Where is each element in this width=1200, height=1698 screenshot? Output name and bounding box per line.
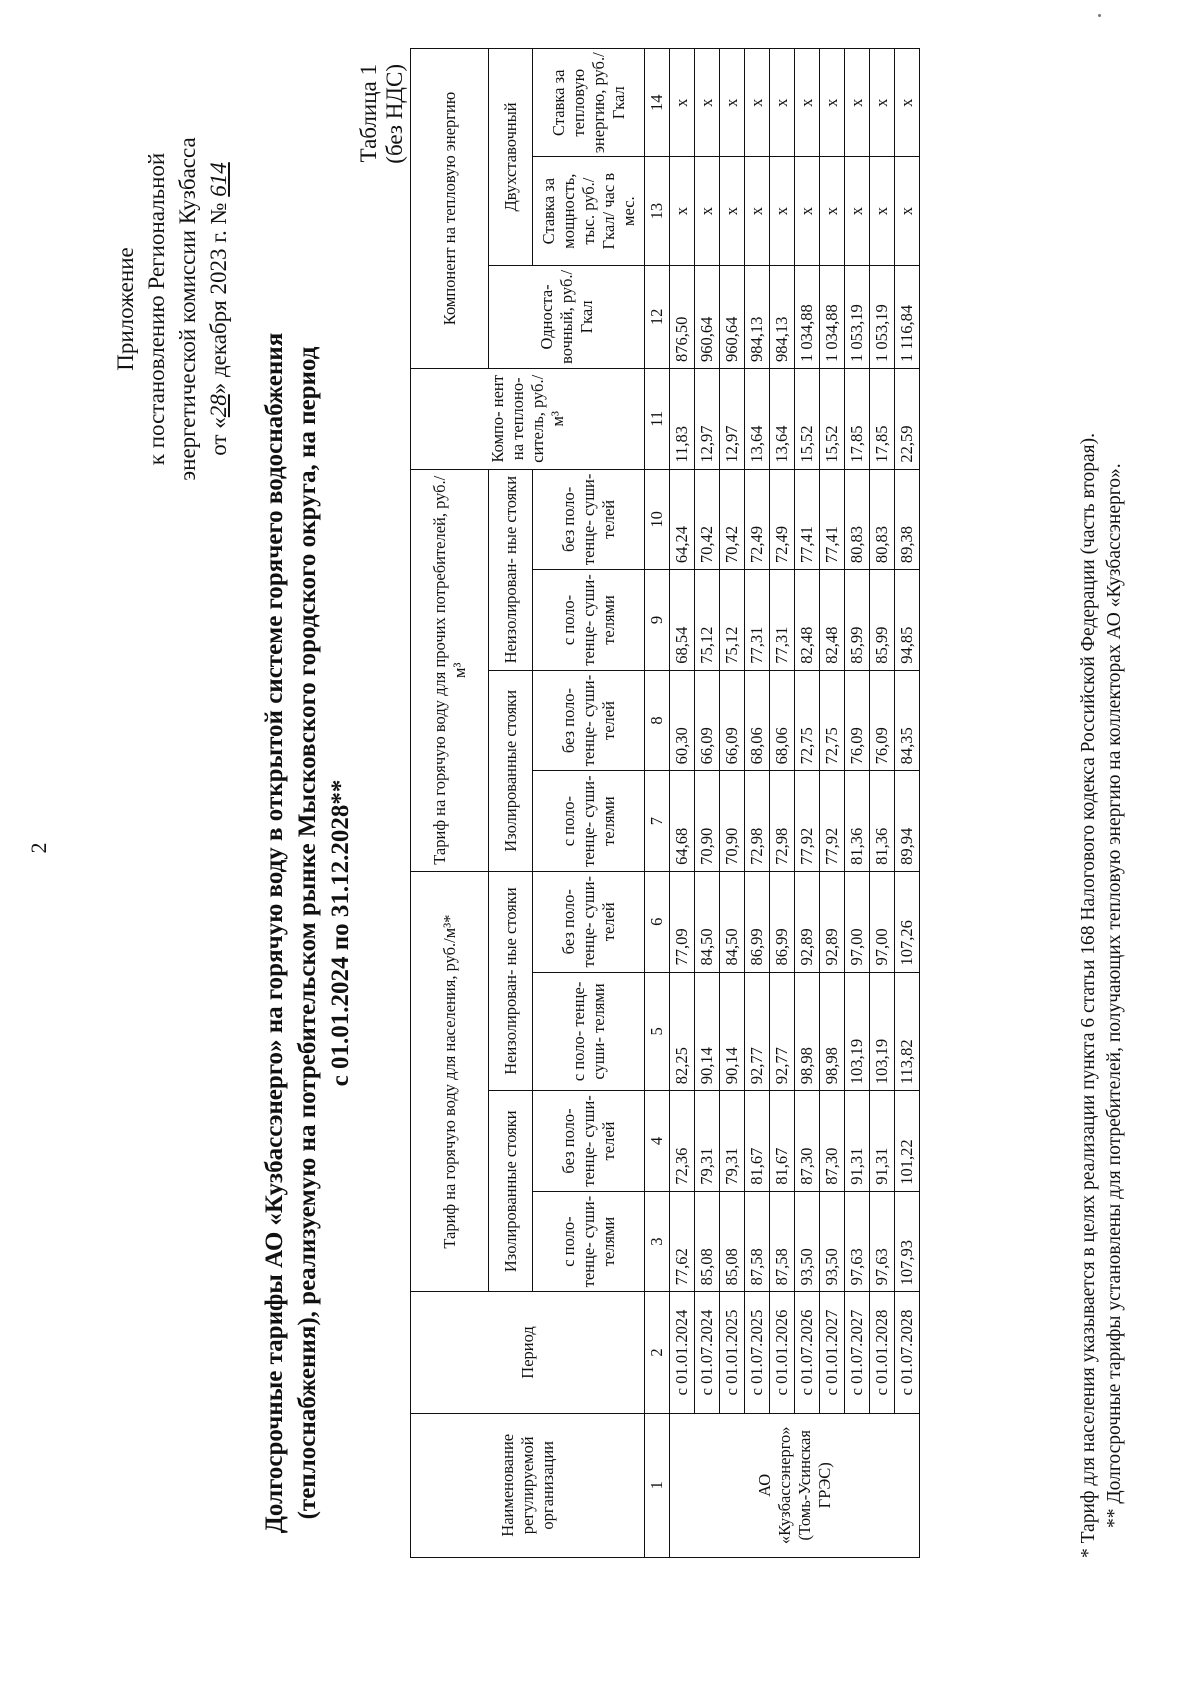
- tariff-value-cell: 13,64: [745, 368, 770, 469]
- tariff-value-cell: х: [795, 49, 820, 157]
- tariff-value-cell: 97,63: [845, 1191, 870, 1292]
- tariff-value-cell: 66,09: [720, 670, 745, 771]
- tariff-value-cell: 72,98: [745, 771, 770, 872]
- period-cell: с 01.07.2026: [795, 1292, 820, 1413]
- column-number: 1: [645, 1413, 670, 1557]
- tariff-value-cell: 72,75: [795, 670, 820, 771]
- tariff-value-cell: 72,98: [770, 771, 795, 872]
- tariff-value-cell: 60,30: [670, 670, 695, 771]
- tariff-value-cell: 81,67: [770, 1091, 795, 1192]
- appendix-header: [110, 74, 234, 544]
- header-one-rate: Односта- вочный, руб./Гкал: [489, 265, 645, 368]
- tariff-value-cell: 11,83: [670, 368, 695, 469]
- tariff-value-cell: 103,19: [845, 972, 870, 1091]
- column-number: 7: [645, 771, 670, 872]
- period-cell: с 01.01.2026: [770, 1292, 795, 1413]
- appendix-line-1: Приложение: [113, 247, 138, 371]
- tariff-value-cell: 68,06: [745, 670, 770, 771]
- tariff-value-cell: 87,58: [745, 1191, 770, 1292]
- tariff-value-cell: 97,00: [870, 871, 895, 972]
- column-number: 9: [645, 570, 670, 671]
- tariff-value-cell: 79,31: [720, 1091, 745, 1192]
- tariff-value-cell: 86,99: [770, 871, 795, 972]
- tariff-value-cell: 64,24: [670, 469, 695, 570]
- tariff-value-cell: 90,14: [695, 972, 720, 1091]
- tariff-value-cell: 87,30: [820, 1091, 845, 1192]
- tariff-value-cell: 960,64: [720, 265, 745, 368]
- header-insulated-risers: Изолированные стояки: [489, 1091, 533, 1292]
- tariff-value-cell: 70,90: [720, 771, 745, 872]
- period-cell: с 01.01.2028: [870, 1292, 895, 1413]
- column-number: 2: [645, 1292, 670, 1413]
- column-numbers-row: [645, 49, 670, 1558]
- tariff-value-cell: х: [670, 49, 695, 157]
- tariff-value-cell: х: [795, 157, 820, 265]
- footnote-long-term-tariffs: ** Долгосрочные тарифы установлены для потребителей, получающих тепловую энергию на коллекторах АО «Кузбассэнерго».: [1104, 463, 1125, 1528]
- table-row: [845, 49, 870, 1558]
- header-capacity-rate: Ставка за мощность, тыс. руб./ Гкал/ час в мес.: [533, 157, 645, 265]
- document-title: [258, 228, 357, 1638]
- tariff-value-cell: 84,50: [720, 871, 745, 972]
- tariff-value-cell: 64,68: [670, 771, 695, 872]
- tariff-value-cell: 107,26: [895, 871, 920, 972]
- tariff-value-cell: 76,09: [845, 670, 870, 771]
- column-number: 10: [645, 469, 670, 570]
- tariff-value-cell: 77,41: [795, 469, 820, 570]
- document-number: 614: [206, 162, 231, 197]
- tariff-value-cell: 15,52: [795, 368, 820, 469]
- tariff-value-cell: 75,12: [695, 570, 720, 671]
- tariff-value-cell: 77,09: [670, 871, 695, 972]
- header-population-tariff: Тариф на горячую воду для населения, руб./м³*: [411, 871, 489, 1291]
- tariff-value-cell: 66,09: [695, 670, 720, 771]
- header-without-towel-dryers: без поло- тенце- суши- телей: [533, 670, 645, 771]
- column-number: 5: [645, 972, 670, 1091]
- tariff-value-cell: х: [770, 157, 795, 265]
- date-suffix: » декабря 2023 г. №: [206, 202, 231, 395]
- tariff-value-cell: 82,48: [820, 570, 845, 671]
- scan-speck: [1098, 14, 1101, 17]
- tariff-value-cell: 12,97: [720, 368, 745, 469]
- tariff-value-cell: 70,42: [695, 469, 720, 570]
- tariff-value-cell: 77,41: [820, 469, 845, 570]
- table-row: [895, 49, 920, 1558]
- column-number: 13: [645, 157, 670, 265]
- header-insulated-risers: Изолированные стояки: [489, 670, 533, 871]
- table-row: [770, 49, 795, 1558]
- period-cell: с 01.01.2025: [720, 1292, 745, 1413]
- tariff-value-cell: 80,83: [870, 469, 895, 570]
- column-number: 11: [645, 368, 670, 469]
- tariff-value-cell: 77,92: [820, 771, 845, 872]
- header-period: Период: [411, 1292, 645, 1413]
- tariff-value-cell: 107,93: [895, 1191, 920, 1292]
- tariff-value-cell: 72,49: [745, 469, 770, 570]
- tariff-value-cell: 81,36: [870, 771, 895, 872]
- tariff-value-cell: 984,13: [770, 265, 795, 368]
- header-without-towel-dryers: без поло- тенце- суши- телей: [533, 871, 645, 972]
- header-heat-carrier-component: Компо- нент на теплоно- ситель, руб./м³: [411, 368, 645, 469]
- header-noninsulated-risers: Неизолирован- ные стояки: [489, 871, 533, 1090]
- tariff-value-cell: 68,54: [670, 570, 695, 671]
- appendix-line-2: к постановлению Региональной: [144, 152, 169, 466]
- tariff-value-cell: 77,31: [770, 570, 795, 671]
- vat-note: (без НДС): [382, 64, 407, 164]
- header-with-towel-dryers: с поло- тенце- суши- телями: [533, 771, 645, 872]
- tariff-value-cell: х: [870, 49, 895, 157]
- tariff-value-cell: 85,99: [845, 570, 870, 671]
- tariff-value-cell: х: [845, 49, 870, 157]
- table-row: [670, 49, 695, 1558]
- tariff-table: [410, 48, 920, 1558]
- tariff-value-cell: 77,31: [745, 570, 770, 671]
- appendix-date-line: [203, 74, 234, 544]
- tariff-value-cell: 960,64: [695, 265, 720, 368]
- column-number: 12: [645, 265, 670, 368]
- header-noninsulated-risers: Неизолирован- ные стояки: [489, 469, 533, 670]
- tariff-value-cell: 84,50: [695, 871, 720, 972]
- tariff-value-cell: 93,50: [820, 1191, 845, 1292]
- table-row: [720, 49, 745, 1558]
- tariff-value-cell: 76,09: [870, 670, 895, 771]
- header-energy-rate: Ставка за тепловую энергию, руб./Гкал: [533, 49, 645, 157]
- tariff-value-cell: х: [670, 157, 695, 265]
- tariff-value-cell: х: [820, 49, 845, 157]
- date-prefix: от «: [206, 417, 231, 456]
- tariff-value-cell: 79,31: [695, 1091, 720, 1192]
- tariff-value-cell: х: [870, 157, 895, 265]
- period-cell: с 01.07.2027: [845, 1292, 870, 1413]
- tariff-value-cell: 94,85: [895, 570, 920, 671]
- title-line-3: с 01.01.2024 по 31.12.2028**: [327, 779, 354, 1087]
- tariff-value-cell: 13,64: [770, 368, 795, 469]
- tariff-value-cell: 87,58: [770, 1191, 795, 1292]
- tariff-value-cell: х: [720, 49, 745, 157]
- tariff-value-cell: х: [720, 157, 745, 265]
- table-row: [820, 49, 845, 1558]
- tariff-value-cell: 98,98: [795, 972, 820, 1091]
- tariff-value-cell: 93,50: [795, 1191, 820, 1292]
- tariff-value-cell: х: [895, 49, 920, 157]
- tariff-value-cell: 82,48: [795, 570, 820, 671]
- tariff-value-cell: х: [695, 49, 720, 157]
- title-line-2: (теплоснабжения), реализуемую на потребительском рынке Мысковского городского округа, на период: [294, 346, 321, 1520]
- column-number: 8: [645, 670, 670, 771]
- tariff-value-cell: х: [770, 49, 795, 157]
- table-row: [695, 49, 720, 1558]
- column-number: 3: [645, 1191, 670, 1292]
- tariff-value-cell: 72,75: [820, 670, 845, 771]
- tariff-value-cell: 85,99: [870, 570, 895, 671]
- tariff-value-cell: 22,59: [895, 368, 920, 469]
- tariff-value-cell: 92,77: [745, 972, 770, 1091]
- column-number: 6: [645, 871, 670, 972]
- header-with-towel-dryers: с поло- тенце- суши- телями: [533, 1191, 645, 1292]
- tariff-value-cell: 72,49: [770, 469, 795, 570]
- tariff-value-cell: 80,83: [845, 469, 870, 570]
- tariff-value-cell: 89,38: [895, 469, 920, 570]
- tariff-value-cell: х: [845, 157, 870, 265]
- header-two-rate: Двухставочный: [489, 49, 533, 266]
- tariff-value-cell: 97,63: [870, 1191, 895, 1292]
- tariff-value-cell: 92,89: [795, 871, 820, 972]
- column-number: 14: [645, 49, 670, 157]
- tariff-value-cell: 85,08: [695, 1191, 720, 1292]
- tariff-value-cell: 72,36: [670, 1091, 695, 1192]
- tariff-value-cell: 17,85: [845, 368, 870, 469]
- tariff-value-cell: 70,90: [695, 771, 720, 872]
- footnote-population-tariff: * Тариф для населения указывается в целях реализации пункта 6 статьи 168 Налогового кодекса Российской Федерации (часть вторая).: [1078, 433, 1099, 1558]
- tariff-value-cell: 75,12: [720, 570, 745, 671]
- tariff-value-cell: 85,08: [720, 1191, 745, 1292]
- tariff-value-cell: 97,00: [845, 871, 870, 972]
- column-number: 4: [645, 1091, 670, 1192]
- header-with-towel-dryers: с поло- тенце- суши- телями: [533, 570, 645, 671]
- header-other-consumers-tariff: Тариф на горячую воду для прочих потребителей, руб./м³: [411, 469, 489, 871]
- tariff-value-cell: 98,98: [820, 972, 845, 1091]
- header-heat-energy-component: Компонент на тепловую энергию: [411, 49, 489, 369]
- period-cell: с 01.07.2028: [895, 1292, 920, 1413]
- table-row: [745, 49, 770, 1558]
- table-number: Таблица 1: [356, 64, 381, 163]
- footnotes: [1076, 43, 1128, 1558]
- tariff-value-cell: 89,94: [895, 771, 920, 872]
- period-cell: с 01.07.2025: [745, 1292, 770, 1413]
- organization-name: АО «Кузбассэнерго» (Томь-Усинская ГРЭС): [670, 1413, 920, 1557]
- tariff-value-cell: 77,62: [670, 1191, 695, 1292]
- tariff-value-cell: 1 053,19: [870, 265, 895, 368]
- table-row: [795, 49, 820, 1558]
- table-row: [870, 49, 895, 1558]
- tariff-value-cell: х: [745, 49, 770, 157]
- tariff-value-cell: 101,22: [895, 1091, 920, 1192]
- tariff-value-cell: 68,06: [770, 670, 795, 771]
- appendix-line-3: энергетической комиссии Кузбасса: [175, 137, 200, 481]
- tariff-value-cell: 77,92: [795, 771, 820, 872]
- tariff-value-cell: 984,13: [745, 265, 770, 368]
- tariff-value-cell: 91,31: [870, 1091, 895, 1192]
- header-with-towel-dryers: с поло- тенце- суши- телями: [533, 972, 645, 1091]
- tariff-value-cell: 1 034,88: [795, 265, 820, 368]
- tariff-value-cell: 81,36: [845, 771, 870, 872]
- tariff-value-cell: 86,99: [745, 871, 770, 972]
- tariff-value-cell: х: [895, 157, 920, 265]
- tariff-value-cell: 12,97: [695, 368, 720, 469]
- tariff-value-cell: 1 116,84: [895, 265, 920, 368]
- period-cell: с 01.01.2024: [670, 1292, 695, 1413]
- tariff-value-cell: 1 034,88: [820, 265, 845, 368]
- rotated-document: [18, 28, 1178, 1668]
- tariff-value-cell: 17,85: [870, 368, 895, 469]
- tariff-value-cell: 15,52: [820, 368, 845, 469]
- tariff-table-body: [670, 49, 920, 1558]
- period-cell: с 01.07.2024: [695, 1292, 720, 1413]
- title-line-1: Долгосрочные тарифы АО «Кузбассэнерго» на горячую воду в открытой системе горячего водоснабжения: [261, 332, 288, 1534]
- tariff-value-cell: 70,42: [720, 469, 745, 570]
- table-label: [356, 64, 408, 164]
- tariff-value-cell: 90,14: [720, 972, 745, 1091]
- tariff-value-cell: х: [820, 157, 845, 265]
- tariff-value-cell: 81,67: [745, 1091, 770, 1192]
- tariff-value-cell: 876,50: [670, 265, 695, 368]
- tariff-value-cell: 82,25: [670, 972, 695, 1091]
- header-without-towel-dryers: без поло- тенце- суши- телей: [533, 1091, 645, 1192]
- tariff-value-cell: х: [695, 157, 720, 265]
- tariff-value-cell: 92,77: [770, 972, 795, 1091]
- tariff-value-cell: 103,19: [870, 972, 895, 1091]
- header-organization: Наименование регулируемой организации: [411, 1413, 645, 1557]
- tariff-value-cell: 113,82: [895, 972, 920, 1091]
- tariff-value-cell: 1 053,19: [845, 265, 870, 368]
- tariff-value-cell: 91,31: [845, 1091, 870, 1192]
- page-number: 2: [26, 842, 51, 854]
- header-without-towel-dryers: без поло- тенце- суши- телей: [533, 469, 645, 570]
- tariff-value-cell: 84,35: [895, 670, 920, 771]
- period-cell: с 01.01.2027: [820, 1292, 845, 1413]
- tariff-value-cell: 92,89: [820, 871, 845, 972]
- date-day: 28: [206, 394, 231, 418]
- tariff-value-cell: х: [745, 157, 770, 265]
- tariff-value-cell: 87,30: [795, 1091, 820, 1192]
